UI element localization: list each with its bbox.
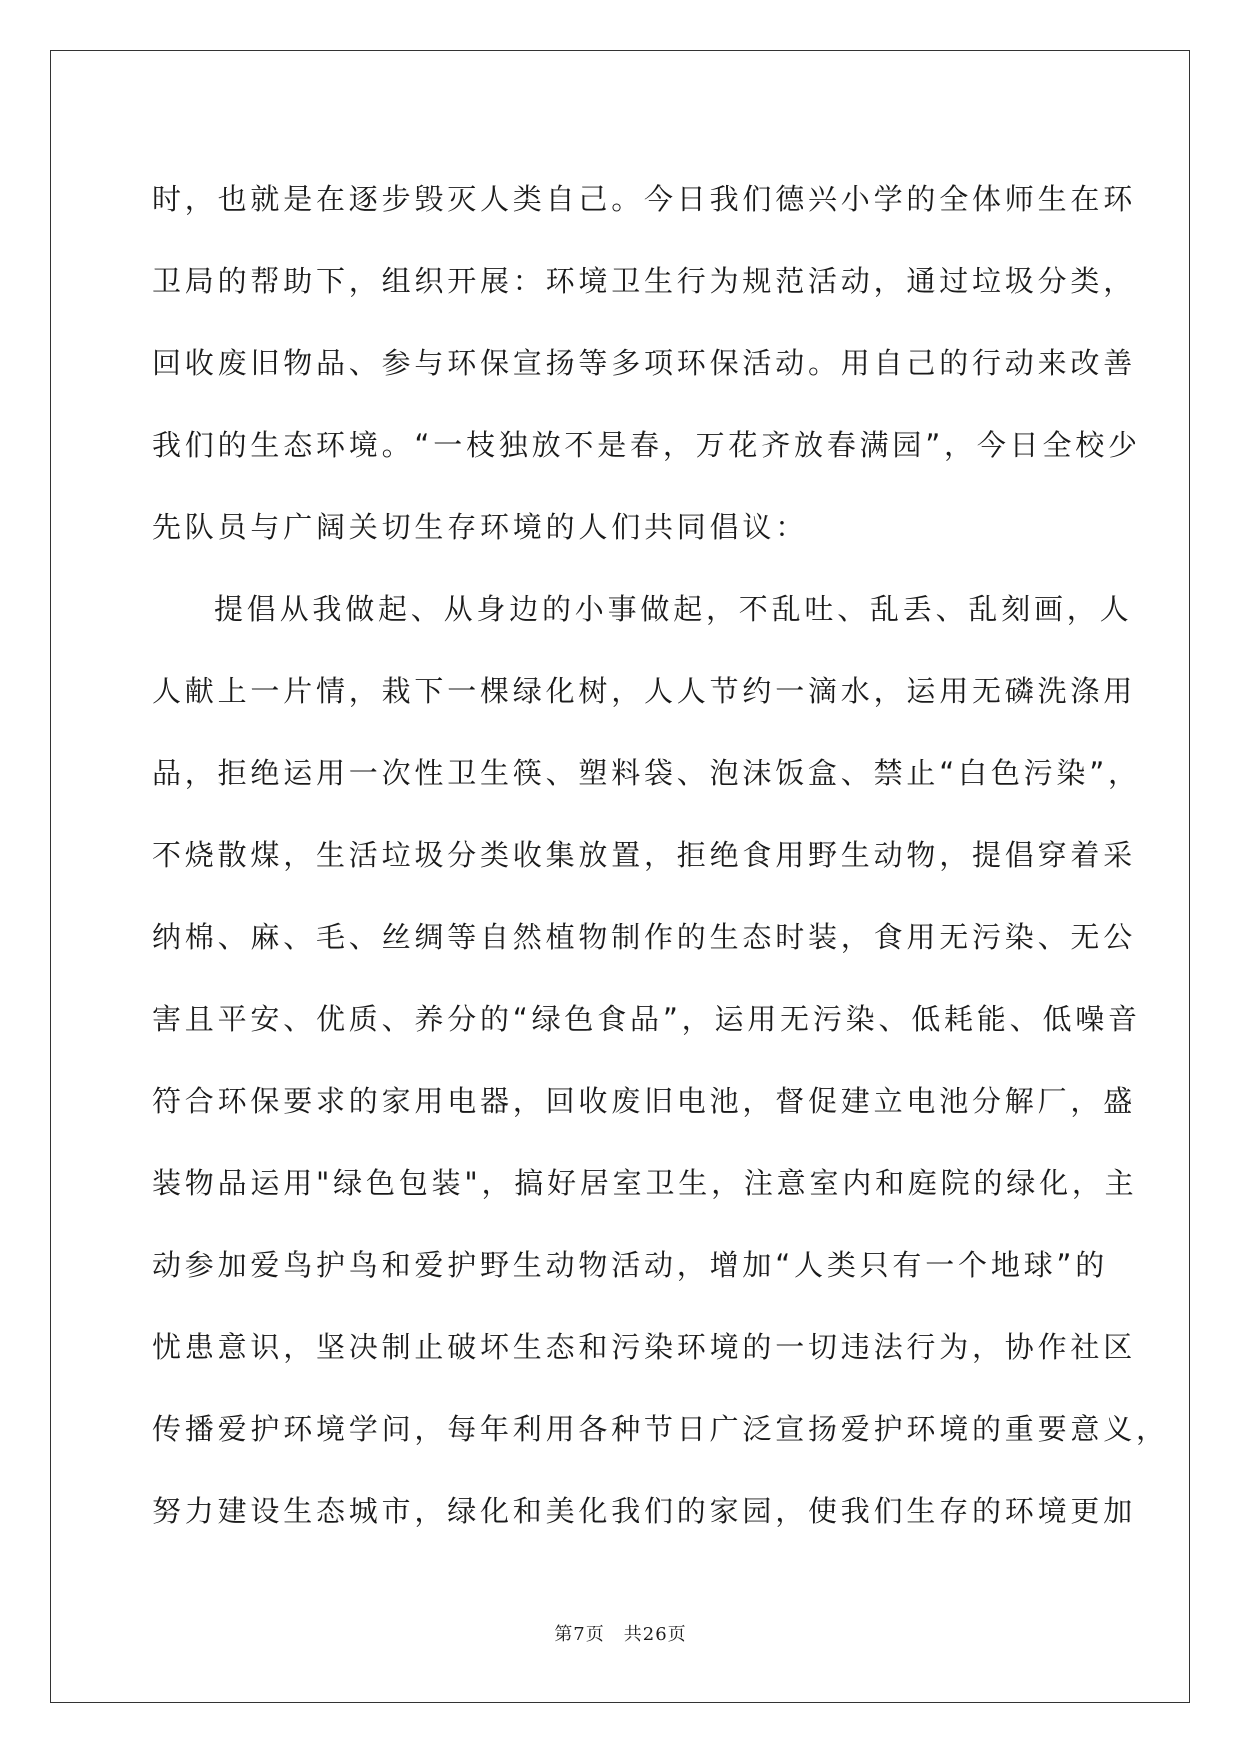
text-line: 不烧散煤，生活垃圾分类收集放置，拒绝食用野生动物，提倡穿着采 xyxy=(152,838,1137,872)
text-line: 忧患意识，坚决制止破坏生态和污染环境的一切违法行为，协作社区 xyxy=(152,1330,1137,1364)
text-line: 人献上一片情，栽下一棵绿化树，人人节约一滴水，运用无磷洗涤用 xyxy=(152,674,1137,708)
text-line: 先队员与广阔关切生存环境的人们共同倡议： xyxy=(152,510,809,544)
text-line: 动参加爱鸟护鸟和爱护野生动物活动，增加“人类只有一个地球”的 xyxy=(152,1248,1109,1282)
page-number: 第7页 共26页 xyxy=(554,1624,687,1645)
text-line: 卫局的帮助下，组织开展：环境卫生行为规范活动，通过垃圾分类， xyxy=(152,264,1137,298)
text-line: 时，也就是在逐步毁灭人类自己。今日我们德兴小学的全体师生在环 xyxy=(152,182,1137,216)
text-line: 回收废旧物品、参与环保宣扬等多项环保活动。用自己的行动来改善 xyxy=(152,346,1137,380)
text-line: 纳棉、麻、毛、丝绸等自然植物制作的生态时装，食用无污染、无公 xyxy=(152,920,1137,954)
text-line: 努力建设生态城市，绿化和美化我们的家园，使我们生存的环境更加 xyxy=(152,1494,1137,1528)
text-line: 符合环保要求的家用电器，回收废旧电池，督促建立电池分解厂，盛 xyxy=(152,1084,1137,1118)
text-line: 品，拒绝运用一次性卫生筷、塑料袋、泡沫饭盒、禁止“白色污染”， xyxy=(152,756,1141,790)
body-text xyxy=(152,158,1169,1552)
text-line: 传播爱护环境学问，每年利用各种节日广泛宣扬爱护环境的重要意义， xyxy=(152,1412,1169,1446)
text-line: 害且平安、优质、养分的“绿色食品”，运用无污染、低耗能、低噪音 xyxy=(152,1002,1141,1036)
text-line: 提倡从我做起、从身边的小事做起，不乱吐、乱丢、乱刻画，人 xyxy=(214,592,1133,626)
text-line: 装物品运用"绿色包装"，搞好居室卫生，注意室内和庭院的绿化，主 xyxy=(152,1166,1138,1200)
text-line: 我们的生态环境。“一枝独放不是春，万花齐放春满园”，今日全校少 xyxy=(152,428,1141,462)
